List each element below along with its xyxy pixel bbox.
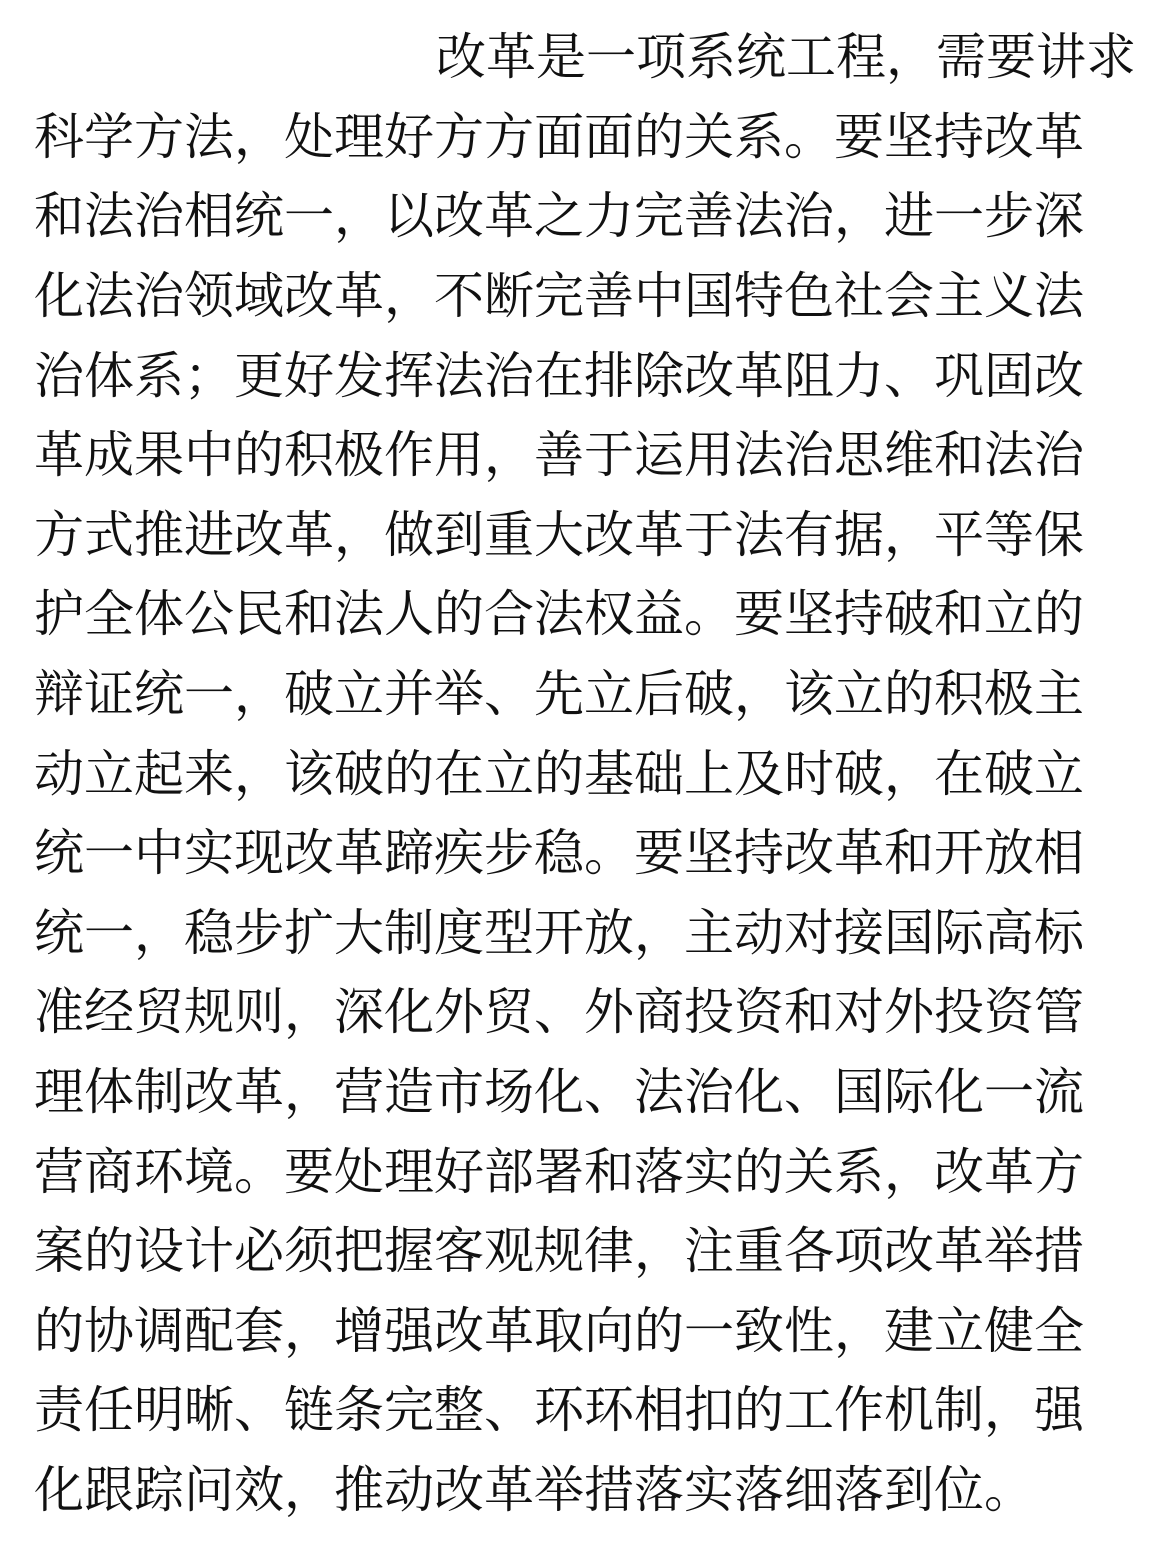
text-line: 和法治相统一，以改革之力完善法治，进一步深 (34, 187, 1084, 245)
text-line: 治体系；更好发挥法治在排除改革阻力、巩固改 (34, 347, 1084, 405)
text-line: 的协调配套，增强改革取向的一致性，建立健全 (34, 1302, 1084, 1360)
text-line: 案的设计必须把握客观规律，注重各项改革举措 (34, 1222, 1084, 1280)
text-line: 统一中实现改革蹄疾步稳。要坚持改革和开放相 (34, 824, 1084, 882)
text-line: 化跟踪问效，推动改革举措落实落细落到位。 (34, 1461, 1034, 1519)
text-line: 改革是一项系统工程，需要讲求 (436, 28, 1136, 86)
text-line: 方式推进改革，做到重大改革于法有据，平等保 (34, 506, 1084, 564)
text-line: 营商环境。要处理好部署和落实的关系，改革方 (34, 1143, 1084, 1201)
text-line: 护全体公民和法人的合法权益。要坚持破和立的 (34, 585, 1084, 643)
text-line: 辩证统一，破立并举、先立后破，该立的积极主 (34, 665, 1084, 723)
text-line: 理体制改革，营造市场化、法治化、国际化一流 (34, 1063, 1084, 1121)
text-line: 科学方法，处理好方方面面的关系。要坚持改革 (34, 108, 1084, 166)
text-line: 动立起来，该破的在立的基础上及时破，在破立 (34, 745, 1084, 803)
text-line: 统一，稳步扩大制度型开放，主动对接国际高标 (34, 904, 1084, 962)
text-line: 化法治领域改革，不断完善中国特色社会主义法 (34, 267, 1084, 325)
text-line: 责任明晰、链条完整、环环相扣的工作机制，强 (34, 1381, 1084, 1439)
text-line: 准经贸规则，深化外贸、外商投资和对外投资管 (34, 983, 1084, 1041)
text-line: 革成果中的积极作用，善于运用法治思维和法治 (34, 426, 1084, 484)
